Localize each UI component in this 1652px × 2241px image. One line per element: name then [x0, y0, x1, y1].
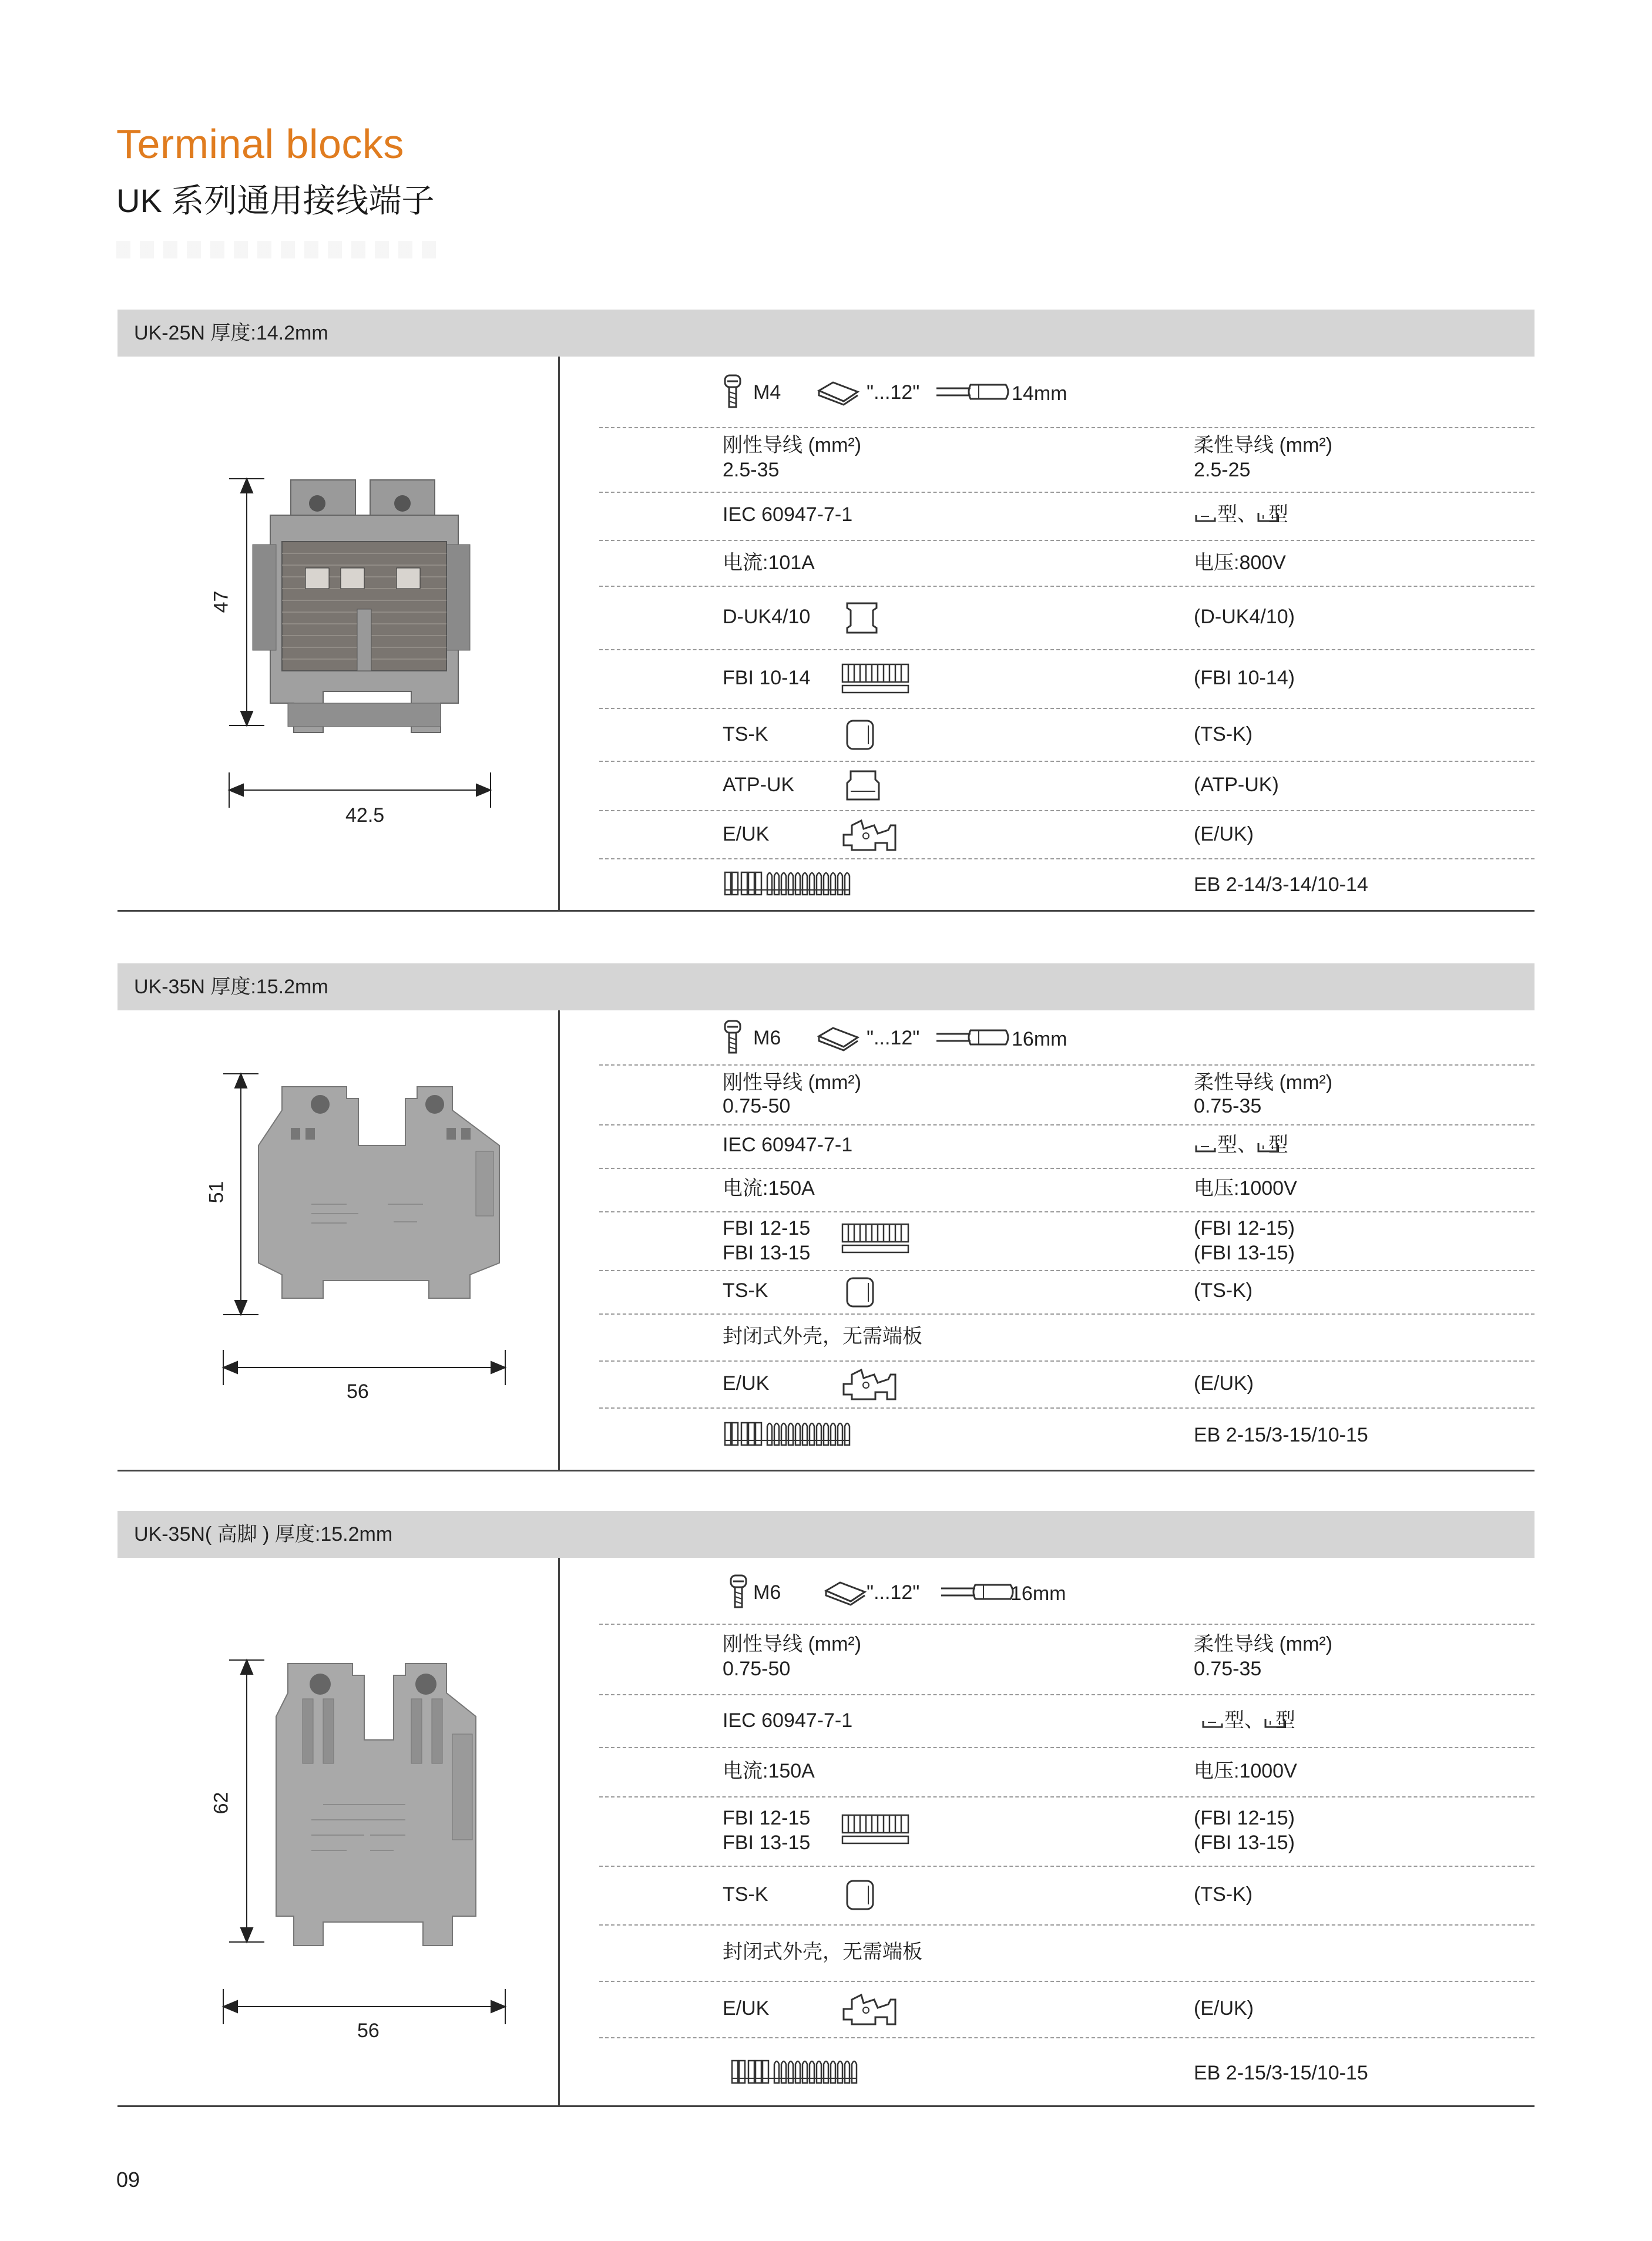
dim-width: 56	[347, 1380, 369, 1403]
flexible-wire-label: 柔性导线 (mm²)	[1194, 1633, 1333, 1655]
partition-icon	[842, 1275, 878, 1310]
screw-icon	[724, 374, 741, 409]
flexible-wire-value: 0.75-35	[1194, 1095, 1262, 1117]
accessory-code: (E/UK)	[1194, 823, 1254, 845]
product-figure	[170, 456, 546, 879]
rigid-wire-label: 刚性导线 (mm²)	[723, 434, 862, 456]
product-figure	[170, 1646, 546, 2069]
title-english: Terminal blocks	[116, 121, 404, 167]
bridge-icon	[840, 1812, 911, 1847]
section-rule	[117, 910, 1535, 912]
section-heading: UK-35N 厚度:15.2mm	[117, 963, 1535, 1010]
section-heading: UK-25N 厚度:14.2mm	[117, 310, 1535, 357]
accessory-row	[599, 1796, 1535, 1867]
spec-row	[599, 1558, 1535, 1625]
standard-row	[599, 492, 1535, 541]
accessory-code: (E/UK)	[1194, 1372, 1254, 1395]
accessory-name: FBI 10-14	[723, 667, 811, 689]
section-uk35n-high	[117, 1511, 1535, 2107]
standard: IEC 60947-7-1	[723, 1134, 853, 1156]
bridge-code: (FBI 12-15) (FBI 13-15)	[1194, 1807, 1295, 1854]
current-rating: 电流:101A	[723, 552, 815, 574]
connection-type: 型、 型	[1224, 1709, 1295, 1732]
accessory-row	[599, 1211, 1535, 1271]
rigid-wire-label: 刚性导线 (mm²)	[723, 1633, 862, 1655]
standard: IEC 60947-7-1	[723, 1709, 853, 1732]
connection-type: 型、 型	[1217, 1134, 1288, 1156]
screw-size: M4	[753, 381, 781, 404]
rigid-wire-value: 0.75-50	[723, 1658, 791, 1680]
accessory-code: (E/UK)	[1194, 1997, 1254, 2020]
housing-note: 封闭式外壳，无需端板	[723, 1941, 922, 1963]
standard-row	[599, 1694, 1535, 1748]
accessory-name: E/UK	[723, 1997, 770, 2020]
flexible-wire-value: 0.75-35	[1194, 1658, 1262, 1680]
voltage-rating: 电压:800V	[1194, 552, 1286, 574]
flexible-wire-label: 柔性导线 (mm²)	[1194, 434, 1333, 456]
strip-length: 16mm	[1010, 1583, 1066, 1605]
wire-row	[599, 1624, 1535, 1695]
product-figure	[170, 1063, 546, 1439]
marker-code: EB 2-15/3-15/10-15	[1194, 2062, 1368, 2084]
end-clamp-icon	[840, 1991, 899, 2027]
marker-strip-icon	[723, 1415, 864, 1450]
terminal-block-image	[258, 1087, 499, 1298]
terminal-block-image	[276, 1664, 476, 1946]
marker-row	[599, 2037, 1535, 2103]
current-rating: 电流:150A	[723, 1177, 815, 1200]
accessory-code: (FBI 10-14)	[1194, 667, 1295, 689]
strip-length-icon	[935, 1026, 1012, 1049]
accessory-name: TS-K	[723, 723, 768, 745]
end-cover-icon	[841, 600, 882, 635]
accessory-name: E/UK	[723, 823, 770, 845]
voltage-rating: 电压:1000V	[1194, 1760, 1297, 1782]
section-rule	[117, 2105, 1535, 2107]
accessory-code: (TS-K)	[1194, 723, 1253, 745]
accessory-code: (TS-K)	[1194, 1883, 1253, 1906]
accessory-row	[599, 1981, 1535, 2038]
dim-height: 62	[210, 1792, 233, 1815]
bridge-name: FBI 12-15 FBI 13-15	[723, 1217, 811, 1264]
accessory-name: ATP-UK	[723, 774, 795, 796]
strip-length: 14mm	[1012, 382, 1067, 405]
dim-width: 42.5	[345, 804, 385, 826]
accessory-row	[599, 1360, 1535, 1409]
column-divider	[558, 1558, 560, 2107]
flexible-wire-value: 2.5-25	[1194, 459, 1251, 481]
marker-code: EB 2-15/3-15/10-15	[1194, 1424, 1368, 1446]
rigid-wire-value: 2.5-35	[723, 459, 780, 481]
connection-type-icon	[1201, 1713, 1224, 1731]
column-divider	[558, 1010, 560, 1471]
rigid-wire-value: 0.75-50	[723, 1095, 791, 1117]
wire-gauge: "...12"	[867, 1581, 920, 1604]
end-clamp-icon	[840, 817, 899, 852]
marker-strip-icon	[723, 864, 864, 899]
rigid-wire-label: 刚性导线 (mm²)	[723, 1071, 862, 1094]
accessory-row	[599, 649, 1535, 709]
marker-row	[599, 858, 1535, 909]
accessory-row	[599, 708, 1535, 762]
section-uk35n	[117, 963, 1535, 1471]
bridge-icon	[840, 661, 911, 696]
screwdriver-icon	[815, 378, 862, 407]
accessory-code: (ATP-UK)	[1194, 774, 1279, 796]
voltage-rating: 电压:1000V	[1194, 1177, 1297, 1200]
spec-row	[599, 357, 1535, 428]
screw-size: M6	[753, 1027, 781, 1049]
terminal-block-image	[253, 480, 470, 733]
strip-length: 16mm	[1012, 1028, 1067, 1050]
marker-strip-icon	[730, 2052, 871, 2088]
flexible-wire-label: 柔性导线 (mm²)	[1194, 1071, 1333, 1094]
section-heading: UK-35N( 高脚 ) 厚度:15.2mm	[117, 1511, 1535, 1558]
accessory-code: (D-UK4/10)	[1194, 606, 1295, 628]
partition-icon	[842, 717, 878, 752]
wire-row	[599, 1064, 1535, 1125]
strip-length-icon	[935, 380, 1012, 404]
connection-type: 型、 型	[1217, 503, 1288, 526]
accessory-row	[599, 1866, 1535, 1926]
accessory-name: TS-K	[723, 1883, 768, 1906]
accessory-code: (TS-K)	[1194, 1279, 1253, 1302]
watermark-text	[116, 241, 445, 258]
dim-height: 51	[205, 1181, 228, 1204]
column-divider	[558, 357, 560, 912]
partition-icon	[842, 1877, 878, 1913]
housing-row	[599, 1924, 1535, 1982]
standard-row	[599, 1124, 1535, 1169]
wire-row	[599, 427, 1535, 493]
spec-row	[599, 1010, 1535, 1066]
accessory-row	[599, 810, 1535, 859]
wire-gauge: "...12"	[867, 381, 920, 404]
accessory-name: E/UK	[723, 1372, 770, 1395]
strip-length-icon	[940, 1580, 1016, 1604]
bridge-icon	[840, 1221, 911, 1256]
end-clamp-icon	[840, 1366, 899, 1402]
rating-row	[599, 1168, 1535, 1212]
rating-row	[599, 540, 1535, 587]
screwdriver-icon	[815, 1023, 862, 1053]
current-rating: 电流:150A	[723, 1760, 815, 1782]
separator-plate-icon	[842, 768, 884, 803]
accessory-row	[599, 1270, 1535, 1315]
marker-row	[599, 1407, 1535, 1469]
rating-row	[599, 1747, 1535, 1797]
section-rule	[117, 1470, 1535, 1471]
accessory-name: D-UK4/10	[723, 606, 811, 628]
marker-code: EB 2-14/3-14/10-14	[1194, 873, 1368, 896]
dim-width: 56	[357, 2020, 380, 2042]
screwdriver-icon	[822, 1578, 869, 1607]
screw-icon	[730, 1574, 747, 1610]
standard: IEC 60947-7-1	[723, 503, 853, 526]
housing-row	[599, 1313, 1535, 1362]
accessory-row	[599, 761, 1535, 811]
housing-note: 封闭式外壳，无需端板	[723, 1325, 922, 1348]
title-chinese: UK 系列通用接线端子	[116, 182, 435, 219]
connection-type-icon	[1194, 507, 1217, 525]
bridge-name: FBI 12-15 FBI 13-15	[723, 1807, 811, 1854]
accessory-row	[599, 586, 1535, 650]
screw-size: M6	[753, 1581, 781, 1604]
bridge-code: (FBI 12-15) (FBI 13-15)	[1194, 1217, 1295, 1264]
dim-height: 47	[210, 590, 233, 613]
page-number: 09	[116, 2168, 140, 2192]
wire-gauge: "...12"	[867, 1027, 920, 1049]
connection-type-icon	[1194, 1137, 1217, 1155]
screw-icon	[724, 1020, 741, 1055]
section-uk25n	[117, 310, 1535, 912]
accessory-name: TS-K	[723, 1279, 768, 1302]
